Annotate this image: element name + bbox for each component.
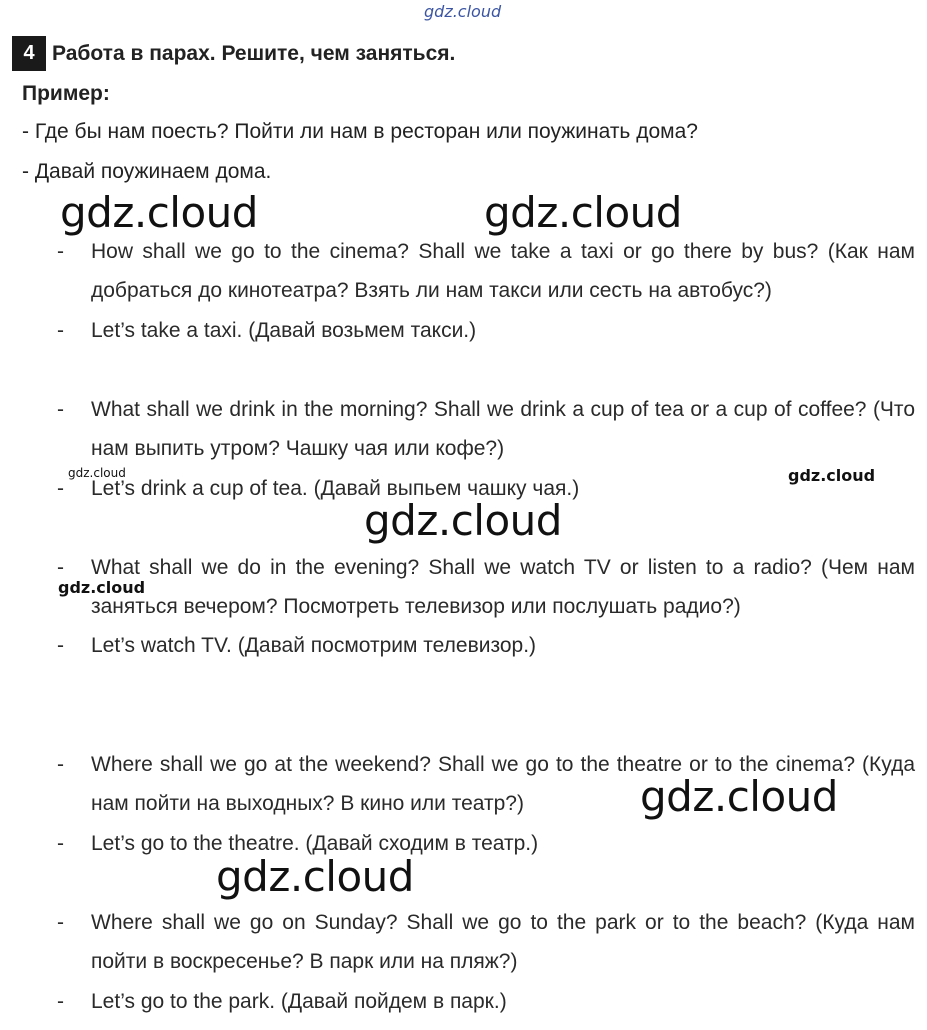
dialogue-text: What shall we drink in the morning? Shall we drink a cup of tea or a cup of coffee? (Что нам выпить утром? Чашку чая или кофе?) xyxy=(91,398,915,460)
dialogue-answer-3 xyxy=(57,626,915,665)
task-title: Работа в парах. Решите, чем заняться. xyxy=(52,41,456,65)
dialogue-question-5 xyxy=(57,903,915,981)
dash-marker: - xyxy=(57,990,64,1013)
dialogue-text: Let’s watch TV. (Давай посмотрим телевизор.) xyxy=(91,634,537,657)
dialogue-text: What shall we do in the evening? Shall we watch TV or listen to a radio? (Чем нам заняться вечером? Посмотреть телевизор или послушать радио?) xyxy=(91,556,915,618)
watermark-large: gdz.cloud xyxy=(216,852,414,901)
dialogue-answer-1 xyxy=(57,311,915,350)
watermark-large: gdz.cloud xyxy=(364,496,562,545)
dialogue-answer-4 xyxy=(57,824,915,863)
dialogue-text: How shall we go to the cinema? Shall we take a taxi or go there by bus? (Как нам добраться до кинотеатра? Взять ли нам такси или сесть на автобус?) xyxy=(91,240,915,302)
dash-marker: - xyxy=(57,319,64,342)
dialogue-answer-5 xyxy=(57,982,915,1021)
dash-marker: - xyxy=(57,753,64,776)
watermark-large: gdz.cloud xyxy=(484,188,682,237)
watermark-small: gdz.cloud xyxy=(68,466,126,480)
dash-marker: - xyxy=(57,634,64,657)
watermark-large: gdz.cloud xyxy=(640,772,838,821)
dash-marker: - xyxy=(57,477,64,500)
dialogue-text: Where shall we go at the weekend? Shall we go to the theatre or to the cinema? (Куда нам пойти на выходных? В кино или театр?) xyxy=(91,753,915,815)
watermark-top: gdz.cloud xyxy=(424,2,502,21)
task-number-badge: 4 xyxy=(12,36,46,71)
dash-marker: - xyxy=(57,398,64,421)
dialogue-text: Let’s go to the park. (Давай пойдем в парк.) xyxy=(91,990,507,1013)
dash-marker: - xyxy=(57,240,64,263)
dialogue-text: Let’s drink a cup of tea. (Давай выпьем чашку чая.) xyxy=(91,477,580,500)
dash-marker: - xyxy=(57,832,64,855)
dialogue-text: Where shall we go on Sunday? Shall we go to the park or to the beach? (Куда нам пойти в воскресенье? В парк или на пляж?) xyxy=(91,911,915,973)
example-question: - Где бы нам поесть? Пойти ли нам в ресторан или поужинать дома? xyxy=(22,120,698,143)
dialogue-text: Let’s go to the theatre. (Давай сходим в театр.) xyxy=(91,832,539,855)
watermark-small: gdz.cloud xyxy=(58,578,146,597)
dash-marker: - xyxy=(57,911,64,934)
task-header xyxy=(12,36,455,71)
dash-marker: - xyxy=(57,556,64,579)
dialogue-question-1 xyxy=(57,232,915,310)
example-answer: - Давай поужинаем дома. xyxy=(22,160,272,183)
dialogue-question-2 xyxy=(57,390,915,468)
watermark-large: gdz.cloud xyxy=(60,188,258,237)
example-label: Пример: xyxy=(22,82,110,105)
dialogue-question-3 xyxy=(57,548,915,626)
dialogue-text: Let’s take a taxi. (Давай возьмем такси.) xyxy=(91,319,477,342)
watermark-small: gdz.cloud xyxy=(788,466,876,485)
